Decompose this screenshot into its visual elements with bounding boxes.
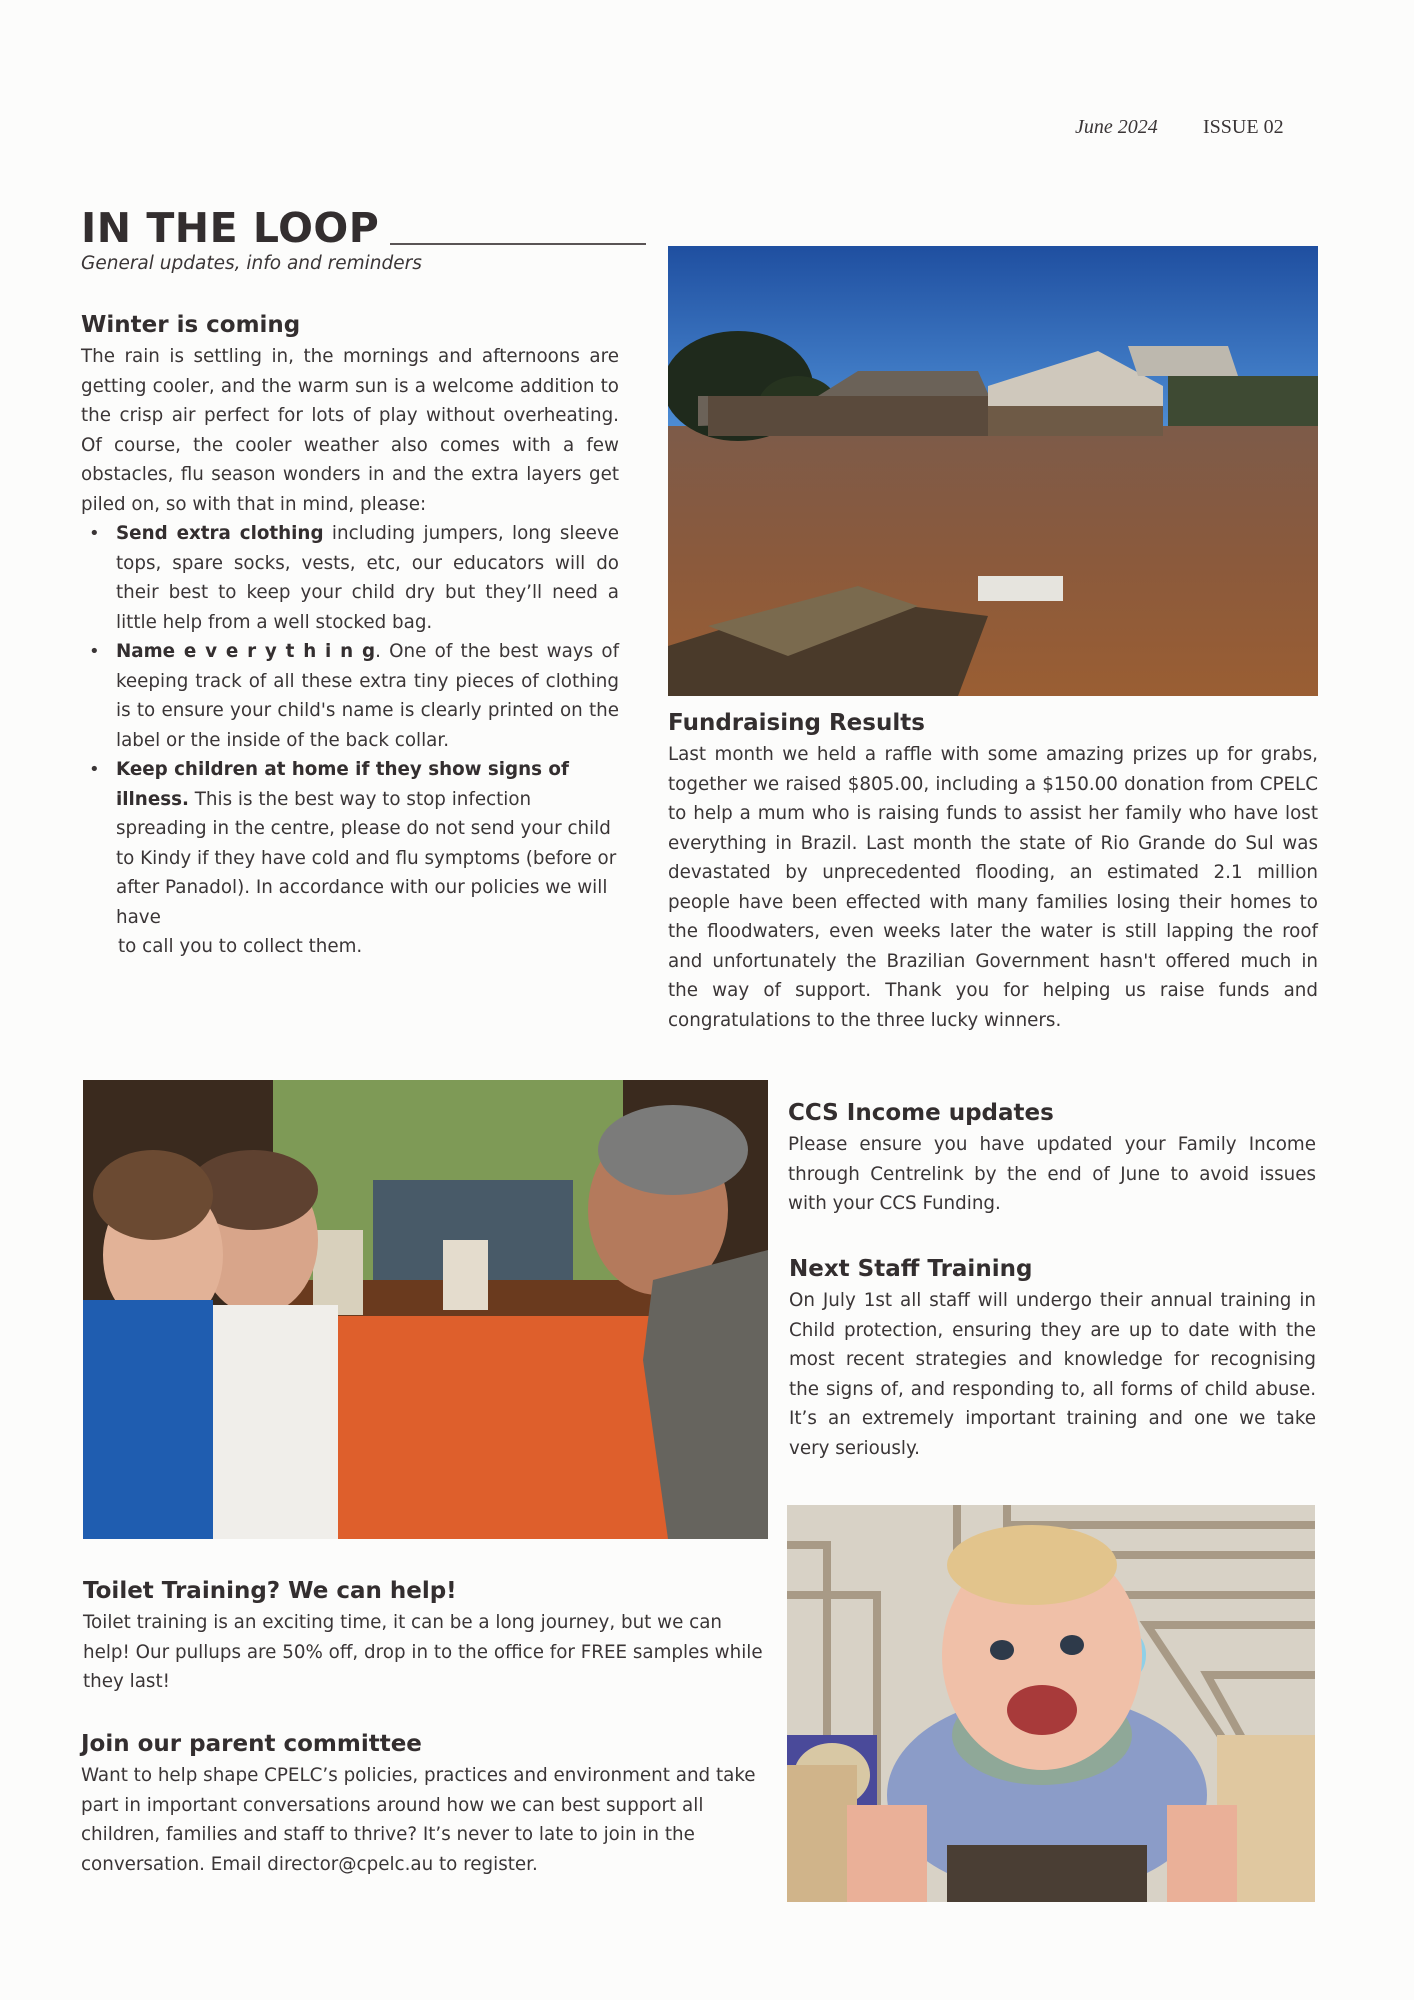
baby-photo — [787, 1505, 1315, 1902]
bullet-bold: Send extra clothing — [116, 523, 324, 544]
list-item — [116, 755, 619, 962]
bullet-list — [81, 519, 619, 962]
section-ccs — [788, 1098, 1316, 1219]
section-toilet-training — [83, 1576, 768, 1697]
bullet-bold: Keep children at home if they show signs of illness. — [116, 759, 569, 810]
bullet-text-tail: to call you to collect them. — [118, 936, 363, 957]
section-body: Last month we held a raffle with some amazing prizes up for grabs, together we raised $805.00, including a $150.00 donation from CPELC to help a mum who is raising funds to assist her family who have lost everything in Brazil. Last month the state of Rio Grande do Sul was devastated by unprecedented flooding, an estimated 2.1 million people have been effected with many families losing their homes to the floodwaters, even weeks later the water is still lapping the roof and unfortunately the Brazilian Government hasn't offered much in the way of support. Thank you for helping us raise funds and congratulations to the three lucky winners. — [668, 744, 1318, 1031]
section-body: On July 1st all staff will undergo their annual training in Child protection, ensuring they are up to date with the most recent strategies and knowledge for recognising the signs of, and responding to, all forms of child abuse. It’s an extremely important training and one we take very seriously. — [789, 1290, 1316, 1459]
bullet-bold: Name e v e r y t h i n g — [116, 641, 376, 662]
section-body: The rain is settling in, the mornings and afternoons are getting cooler, and the warm sun is a welcome addition to the crisp air perfect for lots of play without overheating. Of course, the cooler weather also comes with a few obstacles, flu season wonders in and the extra layers get piled on, so with that in mind, please: — [81, 346, 619, 515]
issue-number: ISSUE 02 — [1203, 116, 1284, 138]
bullet-text: including jumpers, long sleeve tops, spare socks, vests, etc, our educators will do their best to keep your child dry but they’ll need a little help from a well stocked bag. — [116, 523, 619, 633]
issue-date: June 2024 — [1075, 116, 1158, 138]
bullet-text: . One of the best ways of keeping track of all these extra tiny pieces of clothing is to ensure your child's name is clearly printed on the label or the inside of the back collar. — [116, 641, 620, 751]
section-heading: Toilet Training? We can help! — [83, 1578, 457, 1604]
section-heading: Winter is coming — [81, 312, 301, 338]
bullet-text: This is the best way to stop infection spreading in the centre, please do not send your child to Kindy if they have cold and flu symptoms (before or after Panadol). In accordance with our policies we will have — [116, 788, 617, 928]
section-fundraising — [668, 708, 1318, 1035]
list-item — [116, 637, 619, 755]
section-heading: Join our parent committee — [81, 1731, 422, 1757]
section-parent-committee — [81, 1729, 770, 1879]
section-body: Please ensure you have updated your Family Income through Centrelink by the end of June to avoid issues with your CCS Funding. — [788, 1134, 1316, 1214]
section-heading: Next Staff Training — [789, 1256, 1033, 1282]
family-photo — [83, 1080, 768, 1539]
section-body: Toilet training is an exciting time, it can be a long journey, but we can help! Our pullups are 50% off, drop in to the office for FREE samples while they last! — [83, 1612, 763, 1692]
section-heading: Fundraising Results — [668, 710, 925, 736]
list-item — [116, 519, 619, 637]
section-winter — [81, 310, 619, 962]
section-staff-training — [789, 1254, 1316, 1463]
newsletter-title: IN THE LOOP — [81, 204, 380, 252]
section-heading: CCS Income updates — [788, 1100, 1054, 1126]
newsletter-subtitle: General updates, info and reminders — [81, 253, 422, 274]
section-body: Want to help shape CPELC’s policies, practices and environment and take part in important conversations around how we can best support all children, families and staff to thrive? It’s never to late to join in the conversation. Email director@cpelc.au to register. — [81, 1765, 756, 1875]
title-underline — [390, 243, 646, 245]
flood-photo — [668, 246, 1318, 696]
